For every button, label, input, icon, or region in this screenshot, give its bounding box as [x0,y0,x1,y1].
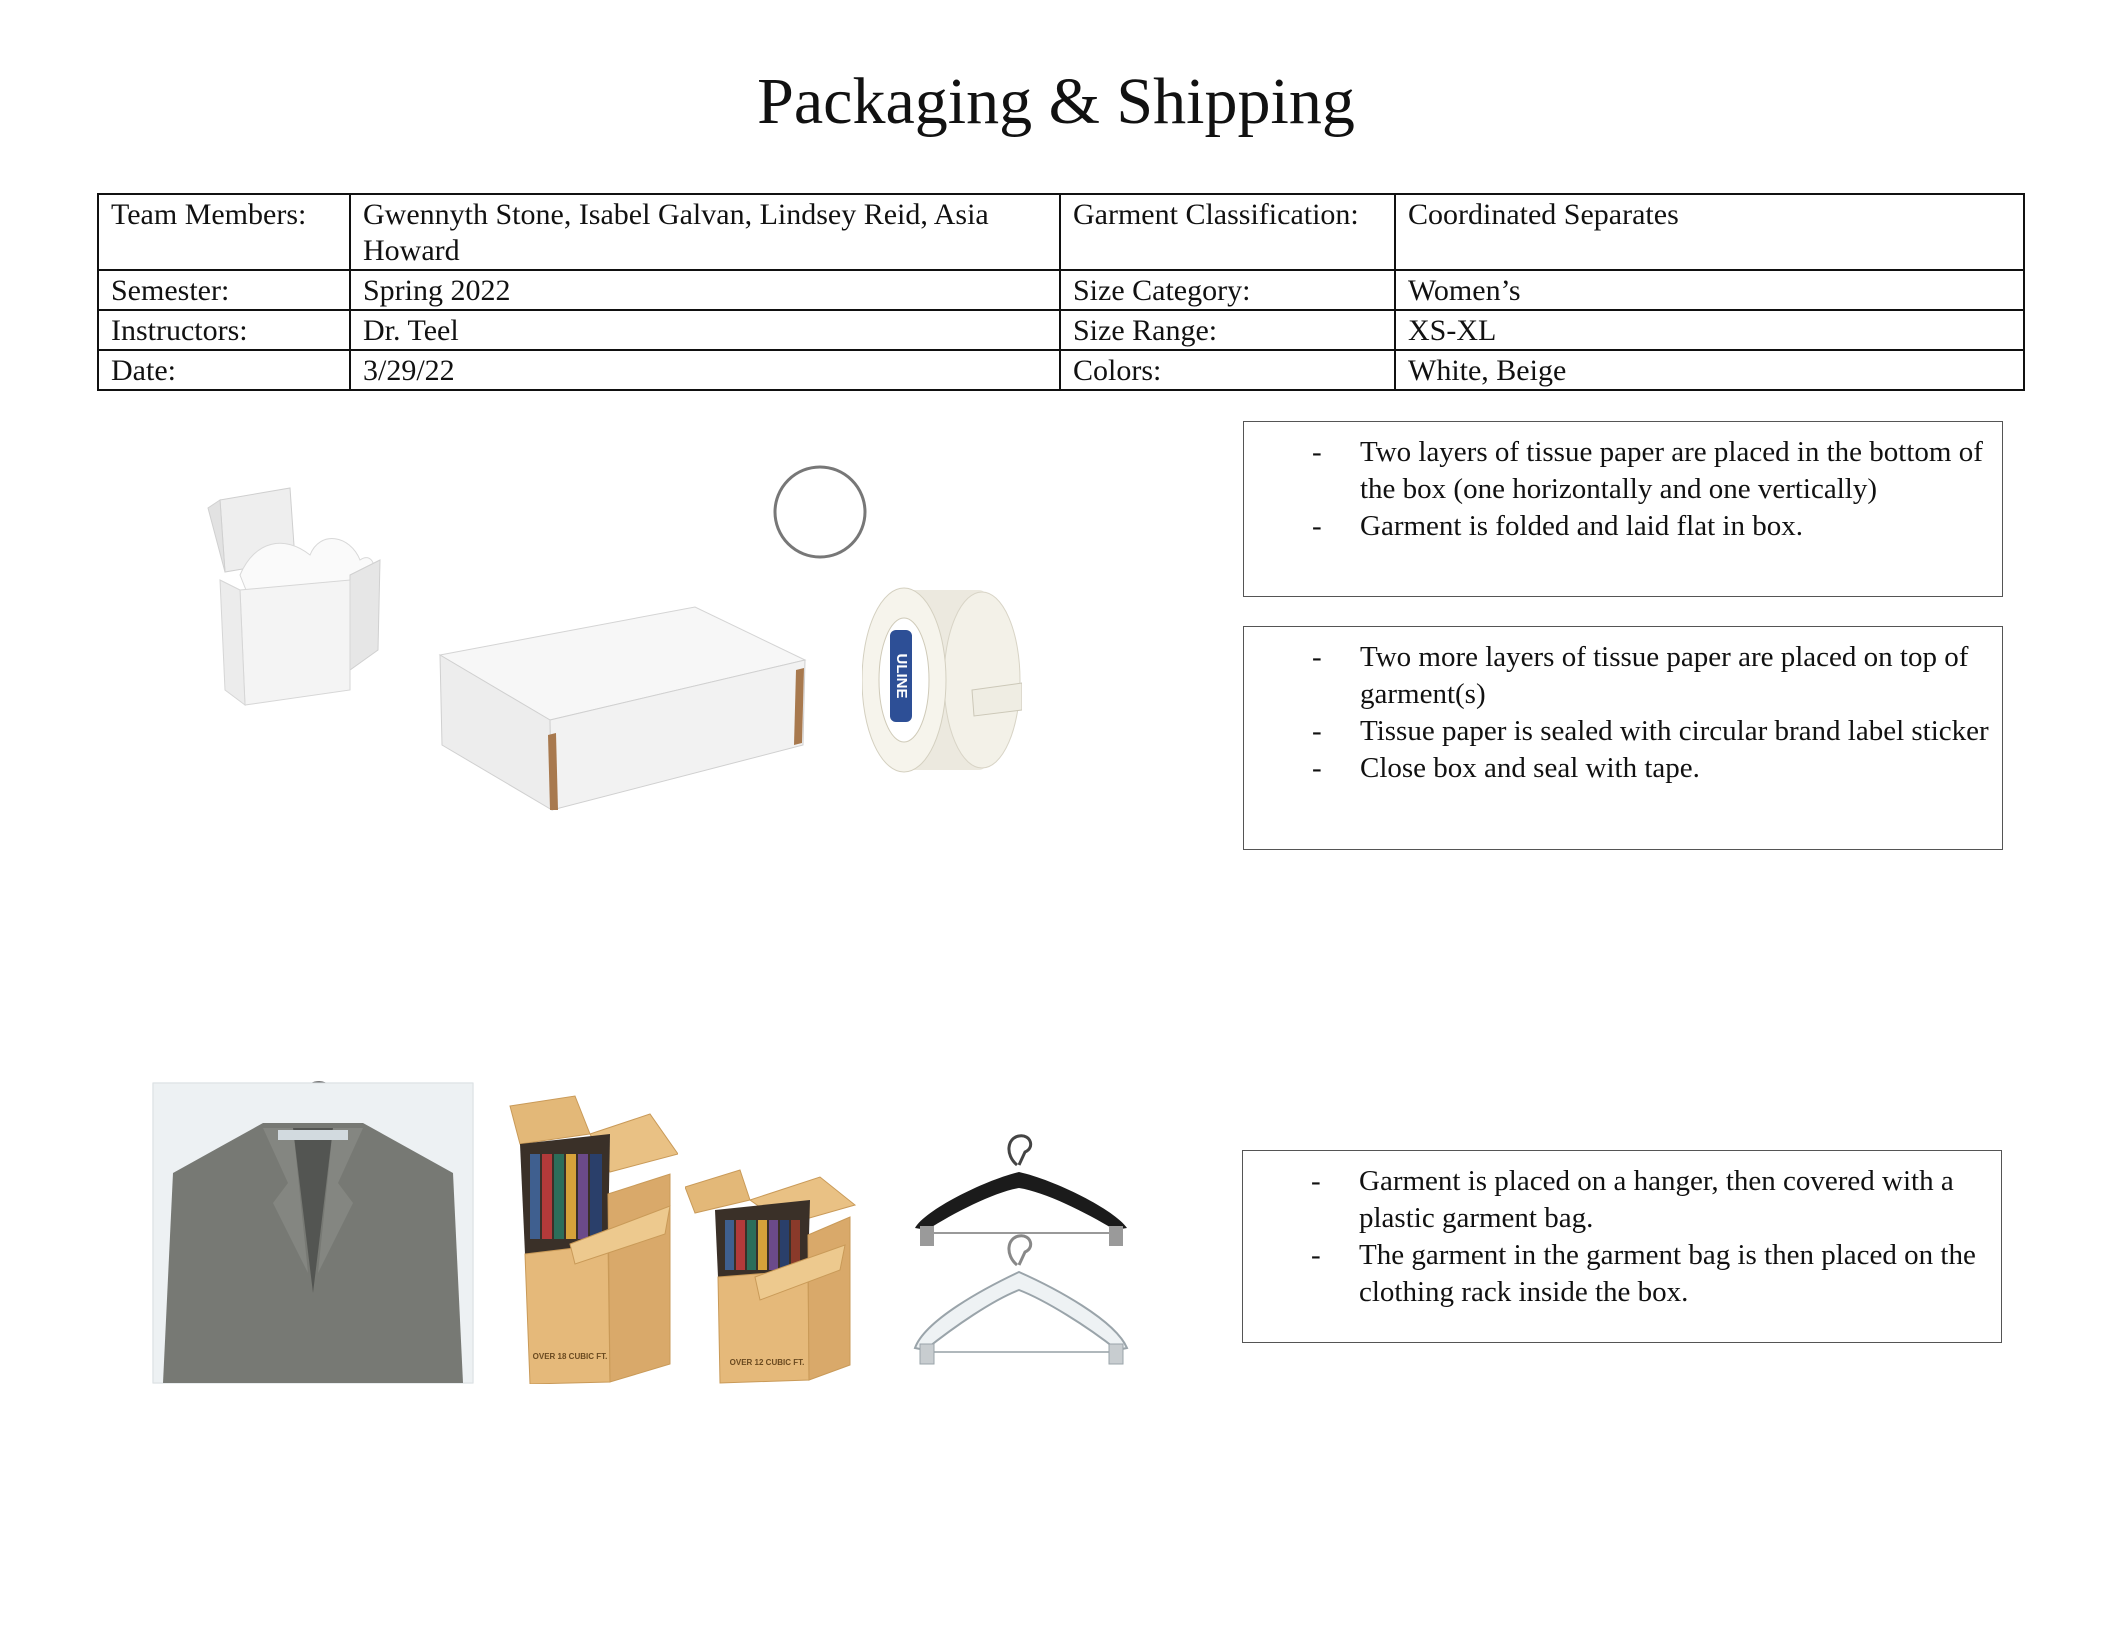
size-range-value: XS-XL [1395,310,2024,350]
garment-hangers-image [905,1130,1135,1365]
bullet-dash: - [1311,1239,1321,1271]
bullet-dash: - [1312,752,1322,784]
bullet-dash: - [1312,436,1322,468]
colors-label: Colors: [1060,350,1395,390]
team-members-label: Team Members: [98,194,350,270]
step-1-note-box [1243,421,2003,597]
team-members-value: Gwennyth Stone, Isabel Galvan, Lindsey Reid, Asia Howard [350,194,1060,270]
circular-brand-label-sticker-image [770,462,870,562]
note-text: Tissue paper is sealed with circular brand label sticker [1360,715,1989,747]
note-text: Two more layers of tissue paper are placed on top of garment(s) [1360,641,1969,710]
list-item [1244,713,2002,750]
step-3-note-box [1242,1150,2002,1343]
list-item [1243,1237,2001,1311]
tape-brand-text: ULINE [893,653,911,699]
date-label: Date: [98,350,350,390]
size-category-value: Women’s [1395,270,2024,310]
note-text: The garment in the garment bag is then placed on the clothing rack inside the box. [1359,1239,1976,1308]
list-item [1244,750,2002,787]
table-row [98,350,2024,390]
bullet-dash: - [1312,641,1322,673]
large-box-label: OVER 18 CUBIC FT. [532,1352,608,1361]
step-2-note-box [1243,626,2003,850]
garment-classification-value: Coordinated Separates [1395,194,2024,270]
large-wardrobe-box-image [500,1094,678,1384]
list-item [1243,1163,2001,1237]
list-item [1244,434,2002,508]
semester-value: Spring 2022 [350,270,1060,310]
date-value: 3/29/22 [350,350,1060,390]
size-category-label: Size Category: [1060,270,1395,310]
page-title: Packaging & Shipping [757,65,1355,138]
instructors-value: Dr. Teel [350,310,1060,350]
list-item [1244,639,2002,713]
table-row [98,310,2024,350]
small-box-label: OVER 12 CUBIC FT. [729,1358,805,1367]
garment-classification-label: Garment Classification: [1060,194,1395,270]
table-row [98,194,2024,270]
garment-bag-jacket-image [143,1043,481,1385]
note-text: Garment is folded and laid flat in box. [1360,510,1803,542]
size-range-label: Size Range: [1060,310,1395,350]
note-text: Two layers of tissue paper are placed in the bottom of the box (one horizontally and one vertically) [1360,436,1983,505]
bullet-dash: - [1312,715,1322,747]
bullet-dash: - [1312,510,1322,542]
list-item [1244,508,2002,545]
project-info-table [97,193,2025,391]
small-wardrobe-box-image [685,1165,865,1385]
note-text: Garment is placed on a hanger, then covered with a plastic garment bag. [1359,1165,1954,1234]
table-row [98,270,2024,310]
semester-label: Semester: [98,270,350,310]
tissue-gift-box-image [200,480,390,715]
instructors-label: Instructors: [98,310,350,350]
colors-value: White, Beige [1395,350,2024,390]
white-mailer-box-image [430,565,818,835]
note-text: Close box and seal with tape. [1360,752,1700,784]
packing-tape-roll-image [862,578,1022,783]
bullet-dash: - [1311,1165,1321,1197]
